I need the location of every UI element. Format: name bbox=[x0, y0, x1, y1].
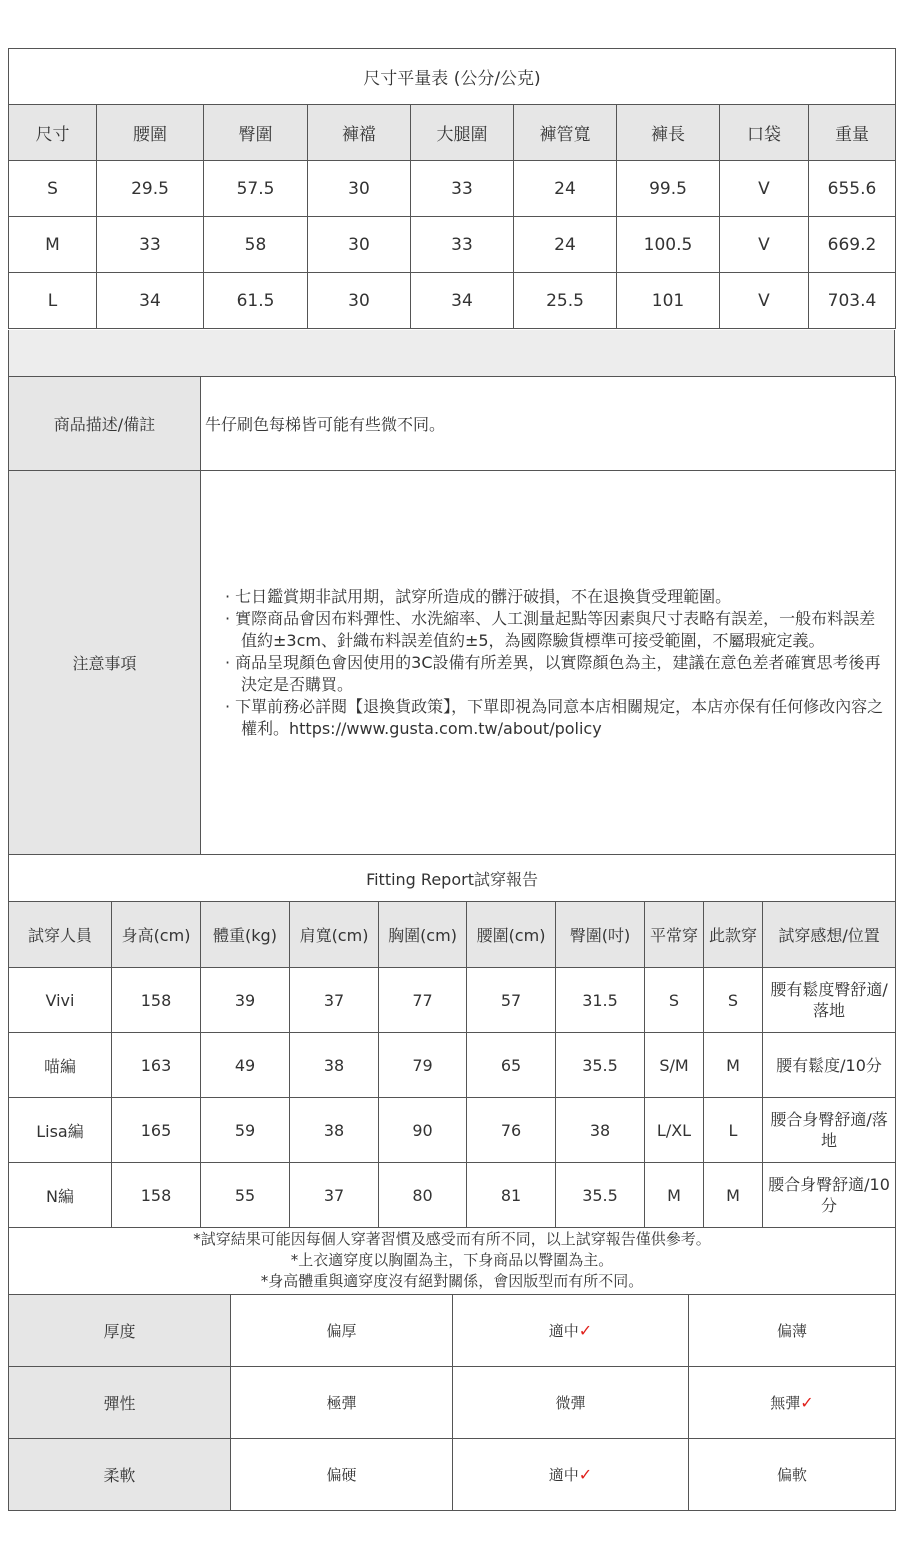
size-table-header: 大腿圍 bbox=[411, 105, 514, 161]
fitting-cell: S bbox=[645, 968, 704, 1033]
size-table-cell: 30 bbox=[308, 217, 411, 273]
size-table-header: 褲長 bbox=[617, 105, 720, 161]
fitting-footnote: *試穿結果可能因每個人穿著習慣及感受而有所不同，以上試穿報告僅供參考。 bbox=[193, 1230, 711, 1249]
notes-list bbox=[205, 586, 893, 740]
size-table-header: 臀圍 bbox=[204, 105, 308, 161]
fitting-cell: 38 bbox=[290, 1033, 379, 1098]
fabric-option bbox=[453, 1367, 689, 1439]
size-table-cell: L bbox=[9, 273, 97, 329]
fitting-cell: M bbox=[704, 1033, 763, 1098]
fitting-cell: Vivi bbox=[9, 968, 112, 1033]
fitting-cell: 76 bbox=[467, 1098, 556, 1163]
size-table-cell: 34 bbox=[97, 273, 204, 329]
check-icon: ✓ bbox=[800, 1393, 814, 1412]
fitting-footnote: *身高體重與適穿度沒有絕對關係，會因版型而有所不同。 bbox=[260, 1272, 644, 1291]
fitting-cell: 37 bbox=[290, 968, 379, 1033]
fitting-cell: M bbox=[645, 1163, 704, 1228]
product-info-table bbox=[8, 376, 896, 855]
size-table-header: 褲管寬 bbox=[514, 105, 617, 161]
fitting-cell: N編 bbox=[9, 1163, 112, 1228]
size-table-cell: 30 bbox=[308, 273, 411, 329]
fitting-cell: 65 bbox=[467, 1033, 556, 1098]
size-table-row bbox=[9, 273, 896, 329]
fabric-option-label: 無彈 bbox=[770, 1394, 801, 1412]
fitting-cell: 57 bbox=[467, 968, 556, 1033]
fabric-option-label: 偏硬 bbox=[326, 1466, 357, 1484]
size-table-row bbox=[9, 161, 896, 217]
size-table-row bbox=[9, 217, 896, 273]
fitting-header: 此款穿 bbox=[704, 902, 763, 968]
fitting-cell: 喵編 bbox=[9, 1033, 112, 1098]
fitting-cell: 49 bbox=[201, 1033, 290, 1098]
fitting-cell: 158 bbox=[112, 1163, 201, 1228]
fabric-option-label: 極彈 bbox=[326, 1394, 357, 1412]
fitting-cell: L bbox=[704, 1098, 763, 1163]
fitting-feedback: 腰合身臀舒適/10分 bbox=[763, 1163, 896, 1228]
desc-label: 商品描述/備註 bbox=[9, 377, 201, 471]
fabric-option bbox=[231, 1367, 453, 1439]
fabric-option-label: 適中 bbox=[548, 1322, 579, 1340]
fitting-header: 腰圍(cm) bbox=[467, 902, 556, 968]
fitting-feedback: 腰有鬆度/10分 bbox=[763, 1033, 896, 1098]
size-table-cell: M bbox=[9, 217, 97, 273]
size-table-cell: 57.5 bbox=[204, 161, 308, 217]
size-table-cell: 101 bbox=[617, 273, 720, 329]
fitting-footnote: *上衣適穿度以胸圍為主，下身商品以臀圍為主。 bbox=[290, 1251, 614, 1270]
check-icon: ✓ bbox=[578, 1321, 593, 1340]
desc-value: 牛仔刷色每梯皆可能有些微不同。 bbox=[201, 377, 896, 471]
fitting-row bbox=[9, 1098, 896, 1163]
fabric-row bbox=[9, 1295, 896, 1367]
fitting-cell: 38 bbox=[290, 1098, 379, 1163]
fitting-cell: S/M bbox=[645, 1033, 704, 1098]
notes-item: · 七日鑑賞期非試用期，試穿所造成的髒汙破損，不在退換貨受理範圍。 bbox=[225, 586, 732, 606]
fitting-cell: 39 bbox=[201, 968, 290, 1033]
fitting-cell: 77 bbox=[379, 968, 467, 1033]
fitting-cell: 90 bbox=[379, 1098, 467, 1163]
size-table-cell: 703.4 bbox=[809, 273, 896, 329]
size-table-cell: 100.5 bbox=[617, 217, 720, 273]
fabric-option bbox=[689, 1367, 896, 1439]
fitting-cell: M bbox=[704, 1163, 763, 1228]
fabric-option bbox=[689, 1439, 896, 1511]
fitting-cell: 158 bbox=[112, 968, 201, 1033]
size-table-cell: V bbox=[720, 273, 809, 329]
fitting-cell: L/XL bbox=[645, 1098, 704, 1163]
size-table-cell: 58 bbox=[204, 217, 308, 273]
fitting-cell: 81 bbox=[467, 1163, 556, 1228]
fabric-label: 彈性 bbox=[9, 1367, 231, 1439]
size-table-cell: 655.6 bbox=[809, 161, 896, 217]
fitting-cell: 55 bbox=[201, 1163, 290, 1228]
fitting-footnotes bbox=[9, 1228, 896, 1294]
fitting-cell: 37 bbox=[290, 1163, 379, 1228]
fabric-option-label: 偏薄 bbox=[776, 1322, 807, 1340]
fitting-report-table bbox=[8, 854, 896, 1294]
fitting-header: 胸圍(cm) bbox=[379, 902, 467, 968]
fitting-cell: S bbox=[704, 968, 763, 1033]
size-table-cell: 24 bbox=[514, 217, 617, 273]
fitting-cell: 35.5 bbox=[556, 1033, 645, 1098]
fitting-cell: 163 bbox=[112, 1033, 201, 1098]
size-table-cell: 29.5 bbox=[97, 161, 204, 217]
fitting-row bbox=[9, 1163, 896, 1228]
fitting-header: 平常穿 bbox=[645, 902, 704, 968]
fabric-option-label: 偏軟 bbox=[776, 1466, 807, 1484]
size-table bbox=[8, 48, 896, 329]
fabric-option bbox=[453, 1439, 689, 1511]
fitting-header: 試穿人員 bbox=[9, 902, 112, 968]
size-table-cell: V bbox=[720, 161, 809, 217]
size-table-header: 褲襠 bbox=[308, 105, 411, 161]
fitting-row bbox=[9, 968, 896, 1033]
size-table-cell: S bbox=[9, 161, 97, 217]
size-table-header: 尺寸 bbox=[9, 105, 97, 161]
fitting-header: 試穿感想/位置 bbox=[763, 902, 896, 968]
size-table-cell: 33 bbox=[411, 161, 514, 217]
fabric-option-label: 適中 bbox=[548, 1466, 579, 1484]
size-table-header: 口袋 bbox=[720, 105, 809, 161]
fitting-cell: 38 bbox=[556, 1098, 645, 1163]
size-table-cell: 24 bbox=[514, 161, 617, 217]
size-table-cell: 34 bbox=[411, 273, 514, 329]
fitting-cell: 165 bbox=[112, 1098, 201, 1163]
fitting-cell: Lisa編 bbox=[9, 1098, 112, 1163]
size-table-cell: 30 bbox=[308, 161, 411, 217]
notes-label: 注意事項 bbox=[9, 471, 201, 855]
size-table-cell: 669.2 bbox=[809, 217, 896, 273]
size-table-cell: V bbox=[720, 217, 809, 273]
fitting-report-title: Fitting Report試穿報告 bbox=[9, 855, 896, 902]
fitting-row bbox=[9, 1033, 896, 1098]
fabric-row bbox=[9, 1439, 896, 1511]
fitting-cell: 35.5 bbox=[556, 1163, 645, 1228]
fitting-header: 體重(kg) bbox=[201, 902, 290, 968]
fabric-attributes-table bbox=[8, 1294, 896, 1511]
size-table-cell: 61.5 bbox=[204, 273, 308, 329]
fabric-option-label: 微彈 bbox=[555, 1394, 586, 1412]
notes-item: · 實際商品會因布料彈性、水洗縮率、人工測量起點等因素與尺寸表略有誤差，一般布料誤差值約±3cm、針織布料誤差值約±5，為國際驗貨標準可接受範圍，不屬瑕疵定義。 bbox=[225, 608, 876, 650]
fitting-cell: 31.5 bbox=[556, 968, 645, 1033]
size-table-title: 尺寸平量表 (公分/公克) bbox=[9, 49, 896, 105]
fabric-label: 柔軟 bbox=[9, 1439, 231, 1511]
check-icon: ✓ bbox=[578, 1465, 593, 1484]
notes-item: · 商品呈現顏色會因使用的3C設備有所差異，以實際顏色為主，建議在意色差者確實思考後再決定是否購買。 bbox=[225, 652, 881, 694]
size-table-cell: 25.5 bbox=[514, 273, 617, 329]
fitting-cell: 80 bbox=[379, 1163, 467, 1228]
fabric-option bbox=[231, 1295, 453, 1367]
fabric-option bbox=[453, 1295, 689, 1367]
notes-item: · 下單前務必詳閱【退換貨政策】，下單即視為同意本店相關規定，本店亦保有任何修改內容之權利。https://www.gusta.com.tw/about/policy bbox=[225, 696, 884, 738]
fabric-option bbox=[231, 1439, 453, 1511]
fabric-row bbox=[9, 1367, 896, 1439]
size-table-header: 重量 bbox=[809, 105, 896, 161]
fitting-header: 臀圍(吋) bbox=[556, 902, 645, 968]
fabric-option bbox=[689, 1295, 896, 1367]
fitting-cell: 79 bbox=[379, 1033, 467, 1098]
size-table-cell: 33 bbox=[97, 217, 204, 273]
fabric-option-label: 偏厚 bbox=[326, 1322, 357, 1340]
fitting-cell: 59 bbox=[201, 1098, 290, 1163]
fitting-header: 肩寬(cm) bbox=[290, 902, 379, 968]
fitting-feedback: 腰合身臀舒適/落地 bbox=[763, 1098, 896, 1163]
section-spacer bbox=[8, 330, 895, 376]
fitting-feedback: 腰有鬆度臀舒適/落地 bbox=[763, 968, 896, 1033]
size-table-cell: 33 bbox=[411, 217, 514, 273]
notes-cell bbox=[201, 471, 896, 855]
size-table-header: 腰圍 bbox=[97, 105, 204, 161]
fitting-header: 身高(cm) bbox=[112, 902, 201, 968]
size-table-cell: 99.5 bbox=[617, 161, 720, 217]
fabric-label: 厚度 bbox=[9, 1295, 231, 1367]
